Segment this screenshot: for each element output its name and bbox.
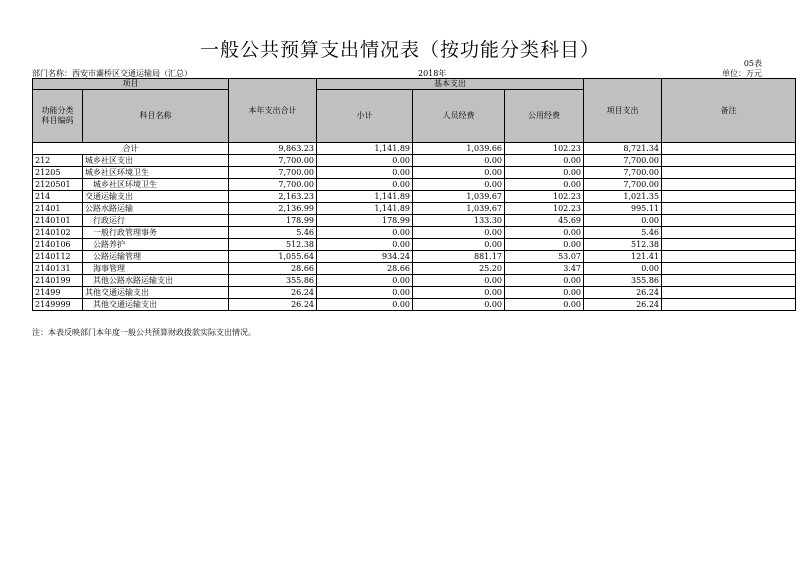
table-row	[33, 179, 796, 191]
row-remark	[662, 239, 796, 251]
row-remark	[662, 191, 796, 203]
table-row	[33, 167, 796, 179]
row-name: 城乡社区环境卫生	[83, 167, 229, 179]
table-row	[33, 299, 796, 311]
row-personnel: 0.00	[413, 167, 505, 179]
row-code: 21401	[33, 203, 83, 215]
row-total: 1,055.64	[229, 251, 317, 263]
unit-label: 单位：万元	[722, 69, 762, 78]
row-personnel: 0.00	[413, 275, 505, 287]
row-code: 2140106	[33, 239, 83, 251]
row-code: 2140131	[33, 263, 83, 275]
row-remark	[662, 203, 796, 215]
row-project: 355.86	[584, 275, 662, 287]
row-name: 公路运输管理	[83, 251, 229, 263]
row-public: 0.00	[505, 275, 584, 287]
row-remark	[662, 263, 796, 275]
row-project: 7,700.00	[584, 155, 662, 167]
row-subtotal: 178.99	[317, 215, 413, 227]
row-public: 0.00	[505, 239, 584, 251]
row-subtotal: 1,141.89	[317, 203, 413, 215]
header-basic: 基本支出	[317, 79, 584, 90]
row-total: 28.66	[229, 263, 317, 275]
row-public: 3.47	[505, 263, 584, 275]
row-subtotal: 934.24	[317, 251, 413, 263]
row-code: 214	[33, 191, 83, 203]
header-total: 本年支出合计	[229, 79, 317, 143]
row-name: 其他交通运输支出	[83, 299, 229, 311]
row-subtotal: 0.00	[317, 299, 413, 311]
row-total: 26.24	[229, 299, 317, 311]
header-subject-name: 科目名称	[83, 90, 229, 143]
row-subtotal: 0.00	[317, 167, 413, 179]
row-remark	[662, 215, 796, 227]
row-remark	[662, 167, 796, 179]
row-project: 26.24	[584, 287, 662, 299]
row-name: 城乡社区环境卫生	[83, 179, 229, 191]
header-project: 项目	[33, 79, 229, 90]
row-name: 其他公路水路运输支出	[83, 275, 229, 287]
row-personnel: 0.00	[413, 155, 505, 167]
row-name: 一般行政管理事务	[83, 227, 229, 239]
row-name: 行政运行	[83, 215, 229, 227]
row-remark	[662, 251, 796, 263]
table-row	[33, 239, 796, 251]
row-name: 公路水路运输	[83, 203, 229, 215]
row-code: 21205	[33, 167, 83, 179]
row-subtotal: 1,141.89	[317, 191, 413, 203]
table-row	[33, 287, 796, 299]
sum-row	[33, 143, 796, 155]
row-public: 0.00	[505, 299, 584, 311]
row-personnel: 0.00	[413, 179, 505, 191]
row-public: 102.23	[505, 191, 584, 203]
row-remark	[662, 299, 796, 311]
row-total: 7,700.00	[229, 179, 317, 191]
page-title: 一般公共预算支出情况表（按功能分类科目）	[199, 39, 600, 61]
row-total: 7,700.00	[229, 167, 317, 179]
row-code: 2140102	[33, 227, 83, 239]
row-public: 53.07	[505, 251, 584, 263]
row-project: 5.46	[584, 227, 662, 239]
header-func-code: 功能分类 科目编码	[33, 90, 83, 143]
row-code: 2140199	[33, 275, 83, 287]
header-project-exp: 项目支出	[584, 79, 662, 143]
row-personnel: 0.00	[413, 299, 505, 311]
row-total: 7,700.00	[229, 155, 317, 167]
row-total: 355.86	[229, 275, 317, 287]
row-project: 0.00	[584, 263, 662, 275]
row-total: 2,163.23	[229, 191, 317, 203]
row-subtotal: 28.66	[317, 263, 413, 275]
row-personnel: 133.30	[413, 215, 505, 227]
row-project: 7,700.00	[584, 179, 662, 191]
row-code: 2140112	[33, 251, 83, 263]
row-total: 178.99	[229, 215, 317, 227]
sum-total: 9,863.23	[229, 143, 317, 155]
row-personnel: 0.00	[413, 227, 505, 239]
row-personnel: 881.17	[413, 251, 505, 263]
row-public: 0.00	[505, 155, 584, 167]
form-number: 05表	[743, 59, 762, 68]
sum-project: 8,721.34	[584, 143, 662, 155]
table-row	[33, 203, 796, 215]
row-total: 26.24	[229, 287, 317, 299]
row-name: 公路养护	[83, 239, 229, 251]
row-public: 0.00	[505, 167, 584, 179]
table-row	[33, 263, 796, 275]
row-subtotal: 0.00	[317, 227, 413, 239]
expenditure-table	[32, 78, 796, 311]
table-row	[33, 251, 796, 263]
table-row	[33, 227, 796, 239]
row-name: 城乡社区支出	[83, 155, 229, 167]
row-name: 其他交通运输支出	[83, 287, 229, 299]
row-subtotal: 0.00	[317, 155, 413, 167]
row-project: 0.00	[584, 215, 662, 227]
row-code: 2140101	[33, 215, 83, 227]
row-remark	[662, 155, 796, 167]
sum-public: 102.23	[505, 143, 584, 155]
table-row	[33, 155, 796, 167]
row-public: 102.23	[505, 203, 584, 215]
row-total: 5.46	[229, 227, 317, 239]
row-project: 26.24	[584, 299, 662, 311]
row-project: 512.38	[584, 239, 662, 251]
row-name: 交通运输支出	[83, 191, 229, 203]
row-project: 121.41	[584, 251, 662, 263]
sum-remark	[662, 143, 796, 155]
row-public: 0.00	[505, 287, 584, 299]
header-remark: 备注	[662, 79, 796, 143]
row-subtotal: 0.00	[317, 287, 413, 299]
row-total: 512.38	[229, 239, 317, 251]
row-public: 0.00	[505, 179, 584, 191]
row-subtotal: 0.00	[317, 275, 413, 287]
row-remark	[662, 287, 796, 299]
row-total: 2,136.99	[229, 203, 317, 215]
row-code: 212	[33, 155, 83, 167]
footnote: 注：本表反映部门本年度一般公共预算财政拨款实际支出情况。	[32, 328, 256, 337]
row-personnel: 1,039.67	[413, 191, 505, 203]
row-name: 海事管理	[83, 263, 229, 275]
row-remark	[662, 227, 796, 239]
sum-personnel: 1,039.66	[413, 143, 505, 155]
row-project: 7,700.00	[584, 167, 662, 179]
header-personnel: 人员经费	[413, 90, 505, 143]
table-row	[33, 191, 796, 203]
row-code: 2120501	[33, 179, 83, 191]
row-code: 21499	[33, 287, 83, 299]
row-remark	[662, 179, 796, 191]
row-code: 2149999	[33, 299, 83, 311]
header-subtotal: 小计	[317, 90, 413, 143]
row-project: 1,021.35	[584, 191, 662, 203]
row-project: 995.11	[584, 203, 662, 215]
row-public: 0.00	[505, 227, 584, 239]
row-subtotal: 0.00	[317, 179, 413, 191]
sum-label: 合计	[33, 143, 229, 155]
sum-subtotal: 1,141.89	[317, 143, 413, 155]
row-subtotal: 0.00	[317, 239, 413, 251]
table-row	[33, 275, 796, 287]
row-remark	[662, 275, 796, 287]
row-personnel: 0.00	[413, 239, 505, 251]
department-name: 部门名称：西安市灞桥区交通运输局（汇总）	[32, 69, 192, 78]
row-personnel: 25.20	[413, 263, 505, 275]
header-public: 公用经费	[505, 90, 584, 143]
year-label: 2018年	[418, 69, 447, 78]
table-row	[33, 215, 796, 227]
row-personnel: 1,039.67	[413, 203, 505, 215]
row-public: 45.69	[505, 215, 584, 227]
row-personnel: 0.00	[413, 287, 505, 299]
